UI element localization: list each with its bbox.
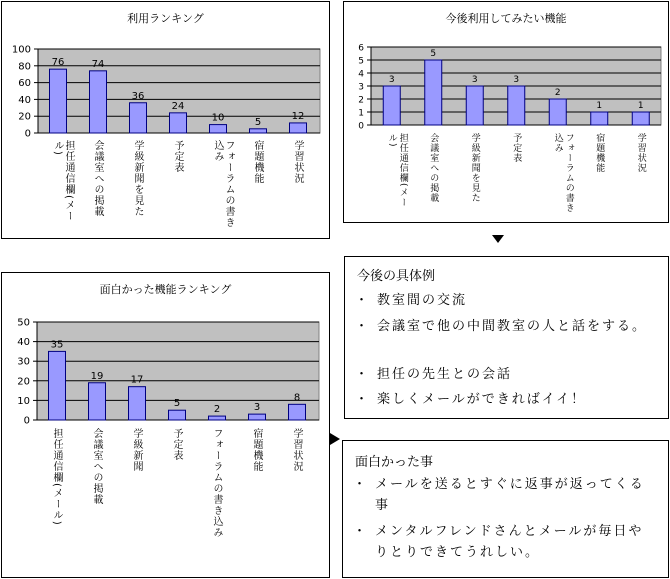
y-tick-label: 6: [358, 43, 364, 54]
y-tick-label: 60: [18, 78, 31, 90]
fun-things-box: [342, 440, 669, 578]
category-label: 担任通信欄(メール): [52, 140, 74, 222]
list-item: ・ 会議室で他の中間教室の人と話をする。: [355, 316, 658, 337]
category-label: 学級新聞: [131, 428, 142, 472]
category-label: 学習状況: [292, 140, 303, 184]
data-label: 8: [293, 392, 301, 404]
bar: [50, 69, 67, 133]
data-label: 76: [51, 57, 65, 69]
category-label: 学級新聞を見た: [469, 133, 480, 203]
y-tick-label: 80: [18, 61, 31, 73]
list-item: ・ 教室間の交流: [355, 290, 658, 311]
y-tick-label: 10: [17, 395, 30, 407]
bar: [508, 86, 525, 125]
fun-things-title: 面白かった事: [355, 455, 434, 470]
y-tick-label: 20: [17, 376, 30, 388]
data-label: 35: [50, 339, 64, 351]
category-label: 学習状況: [635, 133, 646, 173]
data-label: 2: [554, 88, 561, 98]
category-label: フォーラムの書き込み: [552, 133, 574, 213]
category-label: 担任通信欄(メール): [51, 428, 62, 526]
bar: [549, 99, 566, 125]
usage-ranking-chart-panel: [1, 1, 330, 239]
data-label: 10: [211, 112, 225, 124]
y-tick-label: 0: [23, 415, 30, 427]
data-label: 1: [637, 101, 644, 111]
fun-features-chart-panel: [1, 272, 330, 578]
bullet: ・: [355, 293, 369, 308]
chart-title: 今後利用してみたい機能: [445, 12, 567, 25]
arrow-right-icon: [330, 433, 340, 445]
category-label: 会議室への掲載: [91, 428, 102, 505]
chart-title: 面白かった機能ランキング: [99, 283, 232, 296]
bar: [170, 113, 187, 133]
y-tick-label: 100: [11, 44, 31, 56]
y-tick-label: 20: [18, 111, 31, 123]
bar: [425, 60, 442, 125]
bar: [383, 86, 400, 125]
list-item: ・ 楽しくメールができればイイ！: [355, 389, 658, 410]
bar: [290, 123, 307, 133]
y-tick-label: 0: [24, 128, 31, 140]
bar: [49, 351, 66, 420]
future-features-chart-panel: [343, 1, 669, 223]
future-examples-box: [344, 256, 669, 419]
category-label: 会議室への掲載: [428, 133, 439, 203]
bullet: ・: [355, 367, 369, 382]
category-label: 予定表: [511, 133, 522, 163]
data-label: 2: [213, 404, 221, 416]
data-label: 3: [253, 402, 261, 414]
bar: [89, 383, 106, 420]
data-label: 12: [291, 110, 305, 122]
bar: [466, 86, 483, 125]
bar: [130, 103, 147, 133]
category-label: 宿題機能: [594, 133, 605, 173]
y-tick-label: 2: [358, 95, 364, 106]
list-item: ・ メールを送るとすぐに返事が返ってくる事: [353, 474, 658, 516]
bar: [210, 125, 227, 133]
data-label: 5: [173, 398, 181, 410]
bullet: ・: [353, 477, 367, 492]
chart-title: 利用ランキング: [127, 12, 204, 25]
y-tick-label: 4: [358, 69, 364, 80]
category-label: 会議室への掲載: [92, 140, 103, 217]
data-label: 24: [171, 100, 185, 112]
data-label: 3: [388, 75, 395, 85]
category-label: 予定表: [171, 428, 182, 461]
y-tick-label: 1: [358, 108, 364, 119]
data-label: 3: [471, 75, 478, 85]
category-label: 学級新聞を見た: [132, 140, 143, 217]
fun-features-chart: [2, 273, 331, 579]
category-label: フォーラムの書き込み: [212, 140, 234, 228]
bar: [209, 416, 226, 420]
bar: [249, 414, 266, 420]
data-label: 1: [596, 101, 603, 111]
data-label: 36: [131, 90, 145, 102]
y-tick-label: 3: [358, 82, 364, 93]
bar: [289, 404, 306, 420]
data-label: 3: [513, 75, 520, 85]
data-label: 17: [130, 374, 144, 386]
bar: [169, 410, 186, 420]
y-tick-label: 0: [358, 121, 364, 132]
y-tick-label: 40: [17, 337, 30, 349]
bullet: ・: [355, 392, 369, 407]
bar: [129, 387, 146, 420]
arrow-down-icon: [492, 235, 504, 243]
category-label: 学習状況: [291, 428, 302, 472]
category-label: 担任通信欄(メール): [386, 133, 408, 208]
list-item: ・ メンタルフレンドさんとメールが毎日やりとりできてうれしい。: [353, 521, 658, 563]
category-label: 宿題機能: [252, 140, 263, 184]
list-item: ・ 担任の先生との会話: [355, 364, 658, 385]
data-label: 5: [254, 116, 262, 128]
future-examples-title: 今後の具体例: [357, 269, 436, 284]
y-tick-label: 30: [17, 356, 30, 368]
bar: [90, 71, 107, 133]
bullet: ・: [355, 319, 369, 334]
y-tick-label: 50: [17, 317, 30, 329]
bar: [591, 112, 608, 125]
y-tick-label: 40: [18, 94, 31, 106]
data-label: 74: [91, 58, 105, 70]
category-label: 宿題機能: [251, 428, 262, 472]
bar: [632, 112, 649, 125]
data-label: 19: [90, 370, 104, 382]
bullet: ・: [353, 524, 367, 539]
category-label: フォーラムの書き込み: [211, 428, 222, 538]
bar: [250, 129, 267, 133]
y-tick-label: 5: [358, 56, 364, 67]
data-label: 5: [430, 49, 437, 59]
category-label: 予定表: [172, 140, 183, 173]
